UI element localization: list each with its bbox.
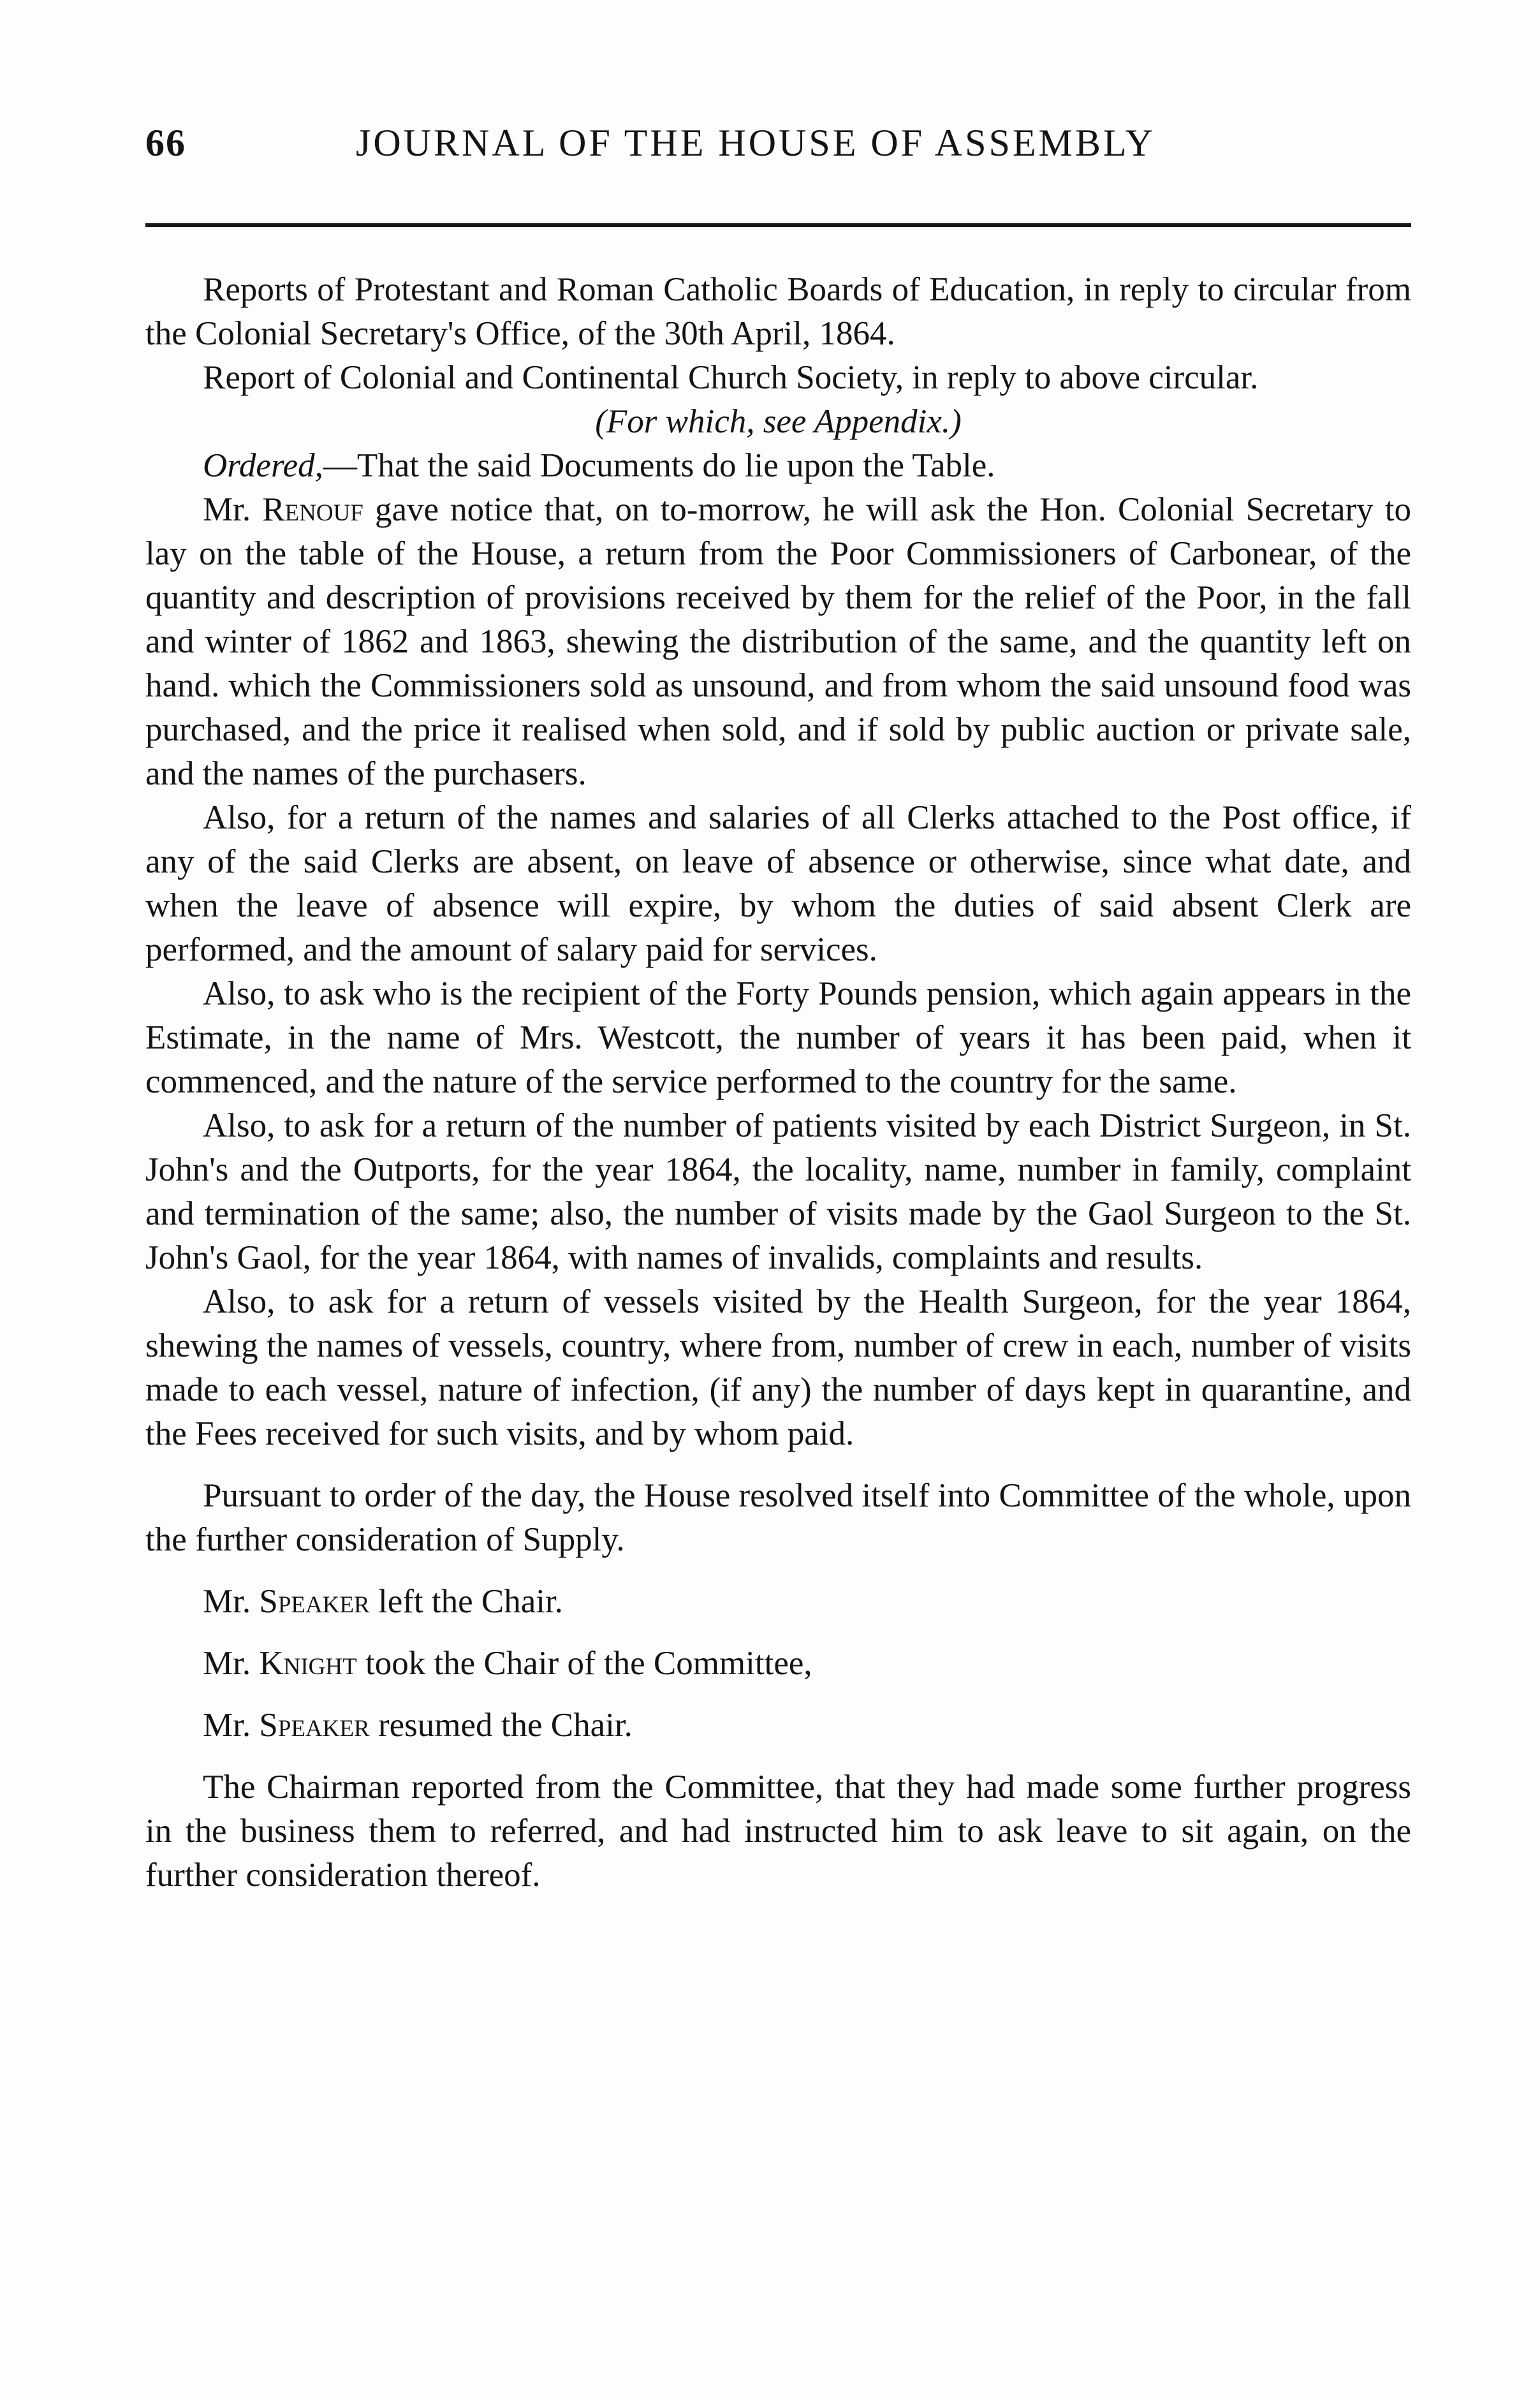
page-header	[145, 121, 1421, 179]
speaker-left-text: left the Chair.	[369, 1583, 563, 1620]
paragraph-knight	[145, 1642, 1411, 1686]
paragraph-also-vessels: Also, to ask for a return of vessels visited by the Health Surgeon, for the year 1864, shewing the names of vessels, country, where from, number of crew in each, number of visits made to each vessel, nature of infection, (if any) the number of days kept in quarantine, and the Fees received for such visits, and by whom paid.	[145, 1283, 1411, 1452]
ordered-label: Ordered,	[203, 447, 323, 484]
paragraph-report-society: Report of Colonial and Continental Church Society, in reply to above circular.	[203, 359, 1259, 396]
renouf-prefix: Mr.	[203, 491, 263, 528]
speaker-resumed-text: resumed the Chair.	[369, 1707, 633, 1744]
renouf-text: gave notice that, on to-morrow, he will ask the Hon. Colonial Secretary to lay on the table of the House, a return from the Poor Commissioners of Carbonear, of the quantity and description of provisions received by them for the relief of the Poor, in the fall and winter of 1862 and 1863, shewing the distribution of the same, and the quantity left on hand. which the Commissioners sold as unsound, and from whom the said unsound food was purchased, and the price it realised when sold, and if sold by public auction or private sale, and the names of the purchasers.	[145, 491, 1411, 792]
journal-body	[145, 268, 1411, 1897]
header-rule	[145, 223, 1411, 227]
ordered-text: —That the said Documents do lie upon the Table.	[323, 447, 995, 484]
page-number: 66	[145, 122, 186, 164]
paragraph-speaker-resumed	[145, 1704, 1411, 1748]
speaker-resumed-prefix: Mr.	[203, 1707, 260, 1744]
speaker-left-name: Speaker	[259, 1583, 370, 1620]
knight-prefix: Mr.	[203, 1645, 260, 1682]
paragraph-speaker-left	[145, 1580, 1411, 1624]
paragraph-also-post-office: Also, for a return of the names and salaries of all Clerks attached to the Post office, if any of the said Clerks are absent, on leave of absence or otherwise, since what date, and when the leave of absence will expire, by whom the duties of said absent Clerk are performed, and the amount of salary paid for services.	[145, 799, 1411, 968]
paragraph-also-pension: Also, to ask who is the recipient of the Forty Pounds pension, which again appears in the Estimate, in the name of Mrs. Westcott, the number of years it has been paid, when it commenced, and the nature of the service performed to the country for the same.	[145, 975, 1411, 1100]
paragraph-also-patients: Also, to ask for a return of the number of patients visited by each District Surgeon, in St. John's and the Outports, for the year 1864, the locality, name, number in family, complaint and termination of the same; also, the number of visits made by the Gaol Surgeon to the St. John's Gaol, for the year 1864, with names of invalids, complaints and results.	[145, 1107, 1411, 1276]
running-title: JOURNAL OF THE HOUSE OF ASSEMBLY	[356, 122, 1155, 164]
paragraph-renouf-notice	[145, 488, 1411, 796]
paragraph-ordered	[145, 444, 1411, 488]
knight-name: Knight	[259, 1645, 357, 1682]
paragraph-for-which: (For which, see Appendix.)	[595, 403, 962, 440]
renouf-name: Renouf	[262, 491, 363, 528]
paragraph-reports-boards: Reports of Protestant and Roman Catholic Boards of Education, in reply to circular from the Colonial Secretary's Office, of the 30th April, 1864.	[145, 271, 1411, 352]
speaker-left-prefix: Mr.	[203, 1583, 260, 1620]
speaker-resumed-name: Speaker	[259, 1707, 370, 1744]
paragraph-pursuant: Pursuant to order of the day, the House resolved itself into Committee of the whole, upon the further consideration of Supply.	[145, 1477, 1411, 1558]
knight-text: took the Chair of the Committee,	[356, 1645, 812, 1682]
paragraph-chairman-reported: The Chairman reported from the Committee, that they had made some further progress in the business them to referred, and had instructed him to ask leave to sit again, on the further consideration thereof.	[145, 1769, 1411, 1894]
